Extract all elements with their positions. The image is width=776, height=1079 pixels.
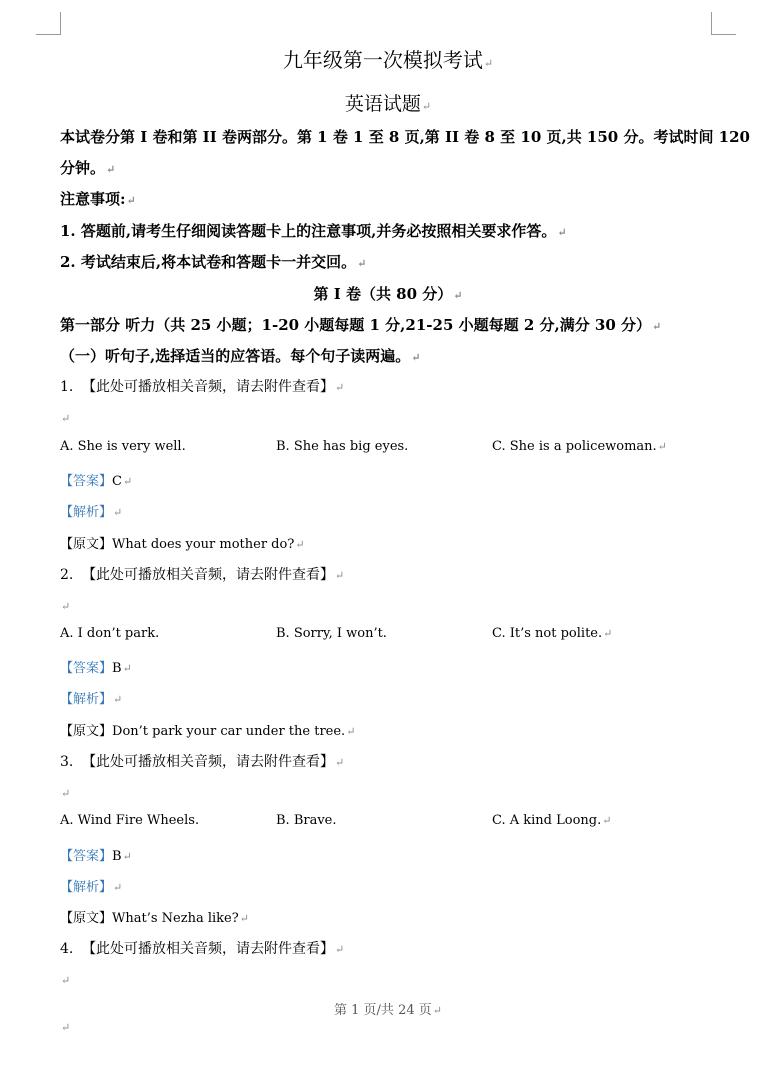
paragraph-mark: ↵: [453, 289, 463, 302]
original-text: What does your mother do?: [112, 537, 295, 552]
paragraph-mark: ↵: [122, 850, 132, 863]
document-title: [0, 44, 776, 73]
audio-placeholder: 【此处可播放相关音频，请去附件查看】: [82, 567, 334, 583]
subtitle-text: 英语试题: [344, 93, 421, 115]
notes-heading-text: 注意事项:: [60, 190, 126, 208]
note-1-text: 1. 答题前,请考生仔细阅读答题卡上的注意事项,并务必按照相关要求作答。: [60, 222, 557, 240]
empty-paragraph: [60, 969, 716, 988]
option-c: C. A kind Loong.: [492, 813, 602, 828]
question-1-audio-line: [60, 376, 716, 396]
intro-line-1: [60, 126, 750, 147]
title-text: 九年级第一次模拟考试: [282, 48, 483, 72]
paragraph-mark: ↵: [113, 506, 123, 519]
question-3-answer: [60, 845, 716, 864]
paragraph-mark: ↵: [483, 57, 494, 70]
paragraph-mark: ↵: [239, 912, 249, 925]
option-c-wrap: [492, 439, 667, 454]
paragraph-mark: ↵: [335, 381, 345, 394]
question-1-analysis: [60, 501, 716, 520]
page-corner-mark-top-left: [36, 12, 61, 35]
document-subtitle: [0, 89, 776, 116]
paragraph-mark: ↵: [61, 600, 71, 613]
analysis-label: 【解析】: [60, 692, 113, 707]
question-3-options: [60, 813, 716, 831]
option-a: A. I don’t park.: [60, 626, 160, 641]
option-a: A. She is very well.: [60, 439, 186, 454]
section-heading-text: 第 I 卷（共 80 分）: [313, 285, 453, 303]
option-c: C. She is a policewoman.: [492, 439, 657, 454]
part-heading: [60, 314, 716, 335]
answer-label: 【答案】: [60, 661, 113, 676]
section-heading: [0, 283, 776, 304]
empty-paragraph: [60, 1016, 716, 1035]
paragraph-mark: ↵: [106, 163, 116, 176]
answer-label: 【答案】: [60, 849, 113, 864]
paragraph-mark: ↵: [557, 226, 567, 239]
paragraph-mark: ↵: [652, 320, 662, 333]
audio-placeholder: 【此处可播放相关音频，请去附件查看】: [82, 379, 334, 395]
original-label: 【原文】: [60, 537, 113, 552]
paragraph-mark: ↵: [603, 627, 613, 640]
option-c: C. It’s not polite.: [492, 626, 603, 641]
question-1-options: [60, 439, 716, 457]
option-c-wrap: [492, 813, 611, 828]
question-number: 3.: [60, 754, 74, 770]
original-label: 【原文】: [60, 724, 113, 739]
question-1-answer: [60, 470, 716, 489]
question-number: 2.: [60, 567, 74, 583]
page-corner-mark-top-right: [711, 12, 736, 35]
question-number: 1.: [60, 379, 74, 395]
paragraph-mark: ↵: [432, 1004, 442, 1017]
answer-label: 【答案】: [60, 474, 113, 489]
paragraph-mark: ↵: [61, 412, 71, 425]
paragraph-mark: ↵: [61, 787, 71, 800]
answer-value: B: [112, 849, 122, 864]
paragraph-mark: ↵: [411, 351, 421, 364]
paragraph-mark: ↵: [346, 725, 356, 738]
paragraph-mark: ↵: [602, 814, 612, 827]
option-b: B. Brave.: [276, 813, 337, 828]
paragraph-mark: ↵: [335, 569, 345, 582]
analysis-label: 【解析】: [60, 880, 113, 895]
notes-heading: [60, 188, 716, 209]
part-heading-text: 第一部分 听力（共 25 小题；1-20 小题每题 1 分,21-25 小题每题 2 分,满分 30 分）: [60, 316, 652, 334]
paragraph-mark: ↵: [122, 662, 132, 675]
audio-placeholder: 【此处可播放相关音频，请去附件查看】: [82, 941, 334, 957]
question-3-analysis: [60, 876, 716, 895]
paragraph-mark: ↵: [113, 693, 123, 706]
note-1: [60, 220, 716, 241]
paragraph-mark: ↵: [122, 475, 133, 488]
page-number: 第 1 页/共 24 页: [334, 1003, 432, 1018]
original-text: Don’t park your car under the tree.: [112, 724, 346, 739]
paragraph-mark: ↵: [295, 538, 305, 551]
empty-paragraph: [60, 407, 716, 426]
option-c-wrap: [492, 626, 612, 641]
original-text: What’s Nezha like?: [112, 911, 239, 926]
intro-text-2: 分钟。: [60, 159, 106, 177]
empty-paragraph: [60, 782, 716, 801]
paragraph-mark: ↵: [421, 100, 432, 113]
question-4-audio-line: [60, 938, 716, 958]
answer-value: B: [112, 661, 122, 676]
option-a: A. Wind Fire Wheels.: [60, 813, 200, 828]
paragraph-mark: ↵: [126, 194, 136, 207]
paragraph-mark: ↵: [113, 881, 123, 894]
question-number: 4.: [60, 941, 74, 957]
question-1-original: [60, 533, 716, 552]
question-2-analysis: [60, 688, 716, 707]
paragraph-mark: ↵: [357, 257, 367, 270]
empty-paragraph: [60, 595, 716, 614]
option-b: B. Sorry, I won’t.: [276, 626, 387, 641]
option-b: B. She has big eyes.: [276, 439, 409, 454]
paragraph-mark: ↵: [335, 943, 345, 956]
question-3-original: [60, 907, 716, 926]
paragraph-mark: ↵: [335, 756, 345, 769]
paragraph-mark: ↵: [61, 1021, 71, 1034]
intro-line-2: [60, 157, 716, 178]
audio-placeholder: 【此处可播放相关音频，请去附件查看】: [82, 754, 334, 770]
intro-text-1: 本试卷分第 I 卷和第 II 卷两部分。第 1 卷 1 至 8 页,第 II 卷 8 至 10 页,共 150 分。考试时间 120: [60, 128, 750, 146]
analysis-label: 【解析】: [60, 505, 113, 520]
paragraph-mark: ↵: [657, 440, 667, 453]
paragraph-mark: ↵: [61, 974, 71, 987]
sub-heading-text: （一）听句子,选择适当的应答语。每个句子读两遍。: [60, 347, 411, 365]
question-2-original: [60, 720, 716, 739]
note-2: [60, 251, 716, 272]
question-3-audio-line: [60, 751, 716, 771]
question-2-options: [60, 626, 716, 644]
question-2-answer: [60, 657, 716, 676]
sub-heading: [60, 345, 716, 366]
answer-value: C: [112, 474, 122, 489]
question-2-audio-line: [60, 564, 716, 584]
original-label: 【原文】: [60, 911, 113, 926]
note-2-text: 2. 考试结束后,将本试卷和答题卡一并交回。: [60, 253, 357, 271]
